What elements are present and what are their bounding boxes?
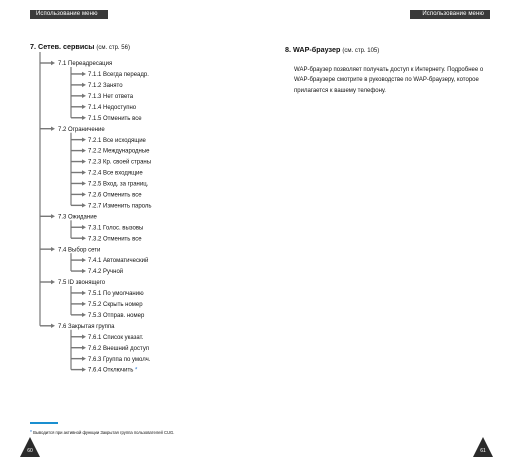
submenu-item-7-6-3: 7.6.3 Группа по умолч. <box>88 356 151 363</box>
section-name: Сетев. сервисы <box>38 42 95 51</box>
submenu-item-7-6-4: 7.6.4 Отключить * <box>88 367 138 374</box>
tree-arrow-l2-head <box>82 192 86 196</box>
wap-description: WAP-браузер позволяет получать доступ к Интернету. Подробнее о WAP-браузере смотрите в руководстве по WAP-браузеру, которое прилагается к вашему телефону. <box>294 67 484 94</box>
menu-item-7-6: 7.6 Закрытая группа <box>58 323 115 330</box>
tree-arrow-l2-head <box>82 302 86 306</box>
section-title-right <box>285 45 379 54</box>
tree-arrow-l2-head <box>82 269 86 273</box>
submenu-item-7-5-1: 7.5.1 По умолчанию <box>88 291 144 298</box>
page-header-left: Использование меню <box>30 10 108 19</box>
triangle-badge-icon <box>473 437 493 457</box>
tree-arrow-l2-head <box>82 313 86 317</box>
submenu-item-7-2-1: 7.2.1 Все исходящие <box>88 137 146 144</box>
section-page-ref: (см. стр. 105) <box>342 48 380 54</box>
section-page-ref: (см. стр. 56) <box>96 45 130 51</box>
submenu-item-7-2-7: 7.2.7 Изменить пароль <box>88 203 152 210</box>
page-number-text: 61 <box>480 448 486 454</box>
menu-item-7-3: 7.3 Ожидание <box>58 214 97 221</box>
submenu-item-7-1-2: 7.1.2 Занято <box>88 83 123 89</box>
section-name: WAP-браузер <box>293 45 341 54</box>
submenu-item-7-1-5: 7.1.5 Отменить все <box>88 115 142 122</box>
tree-arrow-l2-head <box>82 225 86 229</box>
footnote-mark: * <box>133 367 138 374</box>
tree-arrow-l2-head <box>82 203 86 207</box>
submenu-item-7-2-3: 7.2.3 Кр. своей страны <box>88 159 152 166</box>
page-number-text: 60 <box>27 448 33 454</box>
tree-arrow-l2-head <box>82 258 86 262</box>
triangle-badge-icon <box>20 437 40 457</box>
tree-arrow-l2-head <box>82 72 86 76</box>
tree-arrow-l2-head <box>82 148 86 152</box>
tree-arrow-l2-head <box>82 356 86 360</box>
submenu-item-7-4-2: 7.4.2 Ручной <box>88 269 124 276</box>
tree-arrow-l1-head <box>51 61 55 65</box>
submenu-item-7-1-3: 7.1.3 Нет ответа <box>88 93 134 100</box>
submenu-item-7-3-1: 7.3.1 Голос. вызовы <box>88 225 144 232</box>
submenu-item-7-3-2: 7.3.2 Отменить все <box>88 236 142 243</box>
page-number-left <box>20 437 40 457</box>
tree-arrow-l2-head <box>82 94 86 98</box>
footnote-text: Выводится при активной функции Закрытая группа пользователей CUG. <box>33 430 175 435</box>
menu-item-7-1: 7.1 Переадресация <box>58 61 113 68</box>
tree-arrow-l2-head <box>82 346 86 350</box>
footnote-mark: * <box>30 430 32 436</box>
tree-arrow-l2-head <box>82 83 86 87</box>
submenu-item-7-6-1: 7.6.1 Список указат. <box>88 334 144 341</box>
menu-item-7-2: 7.2 Ограничение <box>58 126 105 133</box>
page-header-right: Использование меню <box>410 10 490 19</box>
submenu-item-7-5-3: 7.5.3 Отправ. номер <box>88 312 145 319</box>
tree-arrow-l2-head <box>82 137 86 141</box>
submenu-item-7-2-2: 7.2.2 Международные <box>88 148 150 155</box>
tree-arrow-l1-head <box>51 280 55 284</box>
tree-arrow-l2-head <box>82 367 86 371</box>
tree-arrow-l1-head <box>51 214 55 218</box>
tree-arrow-l2-head <box>82 170 86 174</box>
footnote-divider <box>30 422 58 424</box>
tree-arrow-l1-head <box>51 324 55 328</box>
submenu-item-7-2-4: 7.2.4 Все входящие <box>88 170 143 177</box>
tree-arrow-l1-head <box>51 247 55 251</box>
submenu-item-7-4-1: 7.4.1 Автоматический <box>88 258 149 265</box>
page-number-right <box>473 437 493 457</box>
tree-arrow-l2-head <box>82 335 86 339</box>
submenu-item-7-1-1: 7.1.1 Всегда переадр. <box>88 72 149 79</box>
menu-item-7-4: 7.4 Выбор сети <box>58 247 101 254</box>
tree-arrow-l1-head <box>51 127 55 131</box>
tree-arrow-l2-head <box>82 105 86 109</box>
submenu-item-7-2-6: 7.2.6 Отменить все <box>88 192 142 199</box>
tree-arrow-l2-head <box>82 116 86 120</box>
footnote <box>30 430 174 436</box>
submenu-item-7-1-4: 7.1.4 Недоступно <box>88 104 137 111</box>
section-number: 8. <box>285 45 291 54</box>
submenu-item-7-2-5: 7.2.5 Вход. за границ. <box>88 181 149 188</box>
tree-arrow-l2-head <box>82 291 86 295</box>
tree-arrow-l2-head <box>82 181 86 185</box>
submenu-item-7-5-2: 7.5.2 Скрыть номер <box>88 302 143 308</box>
menu-item-7-5: 7.5 ID звонящего <box>58 280 106 287</box>
section-number: 7. <box>30 42 36 51</box>
tree-arrow-l2-head <box>82 236 86 240</box>
submenu-item-7-6-2: 7.6.2 Внешний доступ <box>88 345 150 352</box>
tree-arrow-l2-head <box>82 159 86 163</box>
